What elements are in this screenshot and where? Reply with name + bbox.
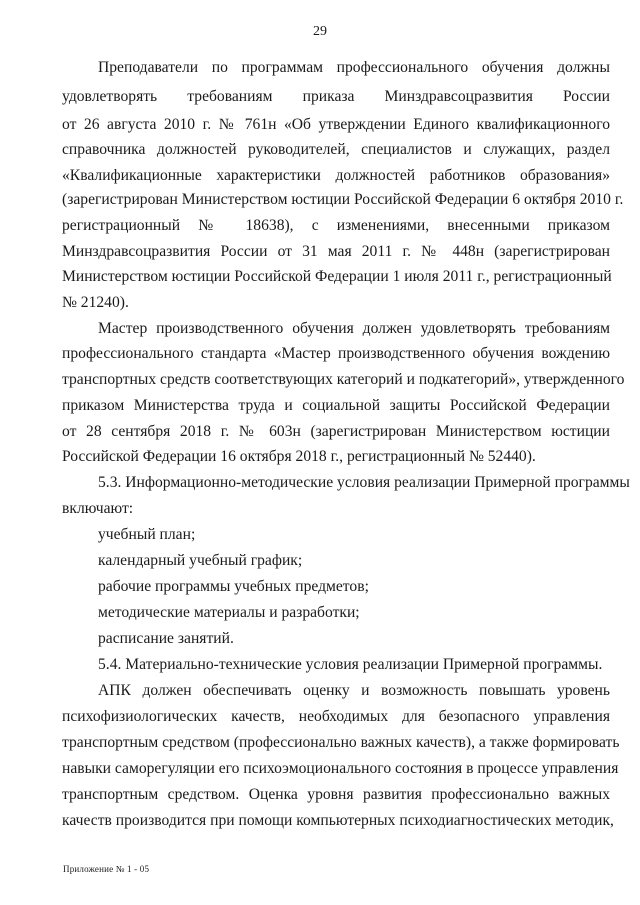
text-line: транспортных средств соответствующих категорий и подкатегорий», утвержденного (62, 371, 625, 388)
text-line: Преподаватели по программам профессионального обучения должны (98, 59, 610, 76)
text-line: удовлетворять требованиям приказа Минздравсоцразвития России (62, 88, 610, 105)
text-line: АПК должен обеспечивать оценку и возможность повышать уровень (98, 682, 610, 699)
text-line: включают: (62, 500, 134, 517)
section-heading: 5.4. Материально-технические условия реализации Примерной программы. (98, 656, 603, 673)
text-line: психофизиологических качеств, необходимых для безопасного управления (62, 708, 610, 725)
text-line: приказом Министерства труда и социальной защиты Российской Федерации (62, 397, 610, 414)
text-line: транспортным средством (профессионально важных качеств), а также формировать (62, 734, 620, 751)
footer-note: Приложение № 1 - 05 (63, 864, 150, 874)
list-item: календарный учебный график; (98, 552, 303, 569)
list-item: учебный план; (98, 526, 196, 543)
page-number: 29 (313, 24, 327, 39)
text-line: (зарегистрирован Министерством юстиции Российской Федерации 6 октября 2010 г. (62, 191, 624, 208)
text-line: Российской Федерации 16 октября 2018 г., регистрационный № 52440). (62, 448, 536, 465)
list-item: расписание занятий. (98, 630, 234, 647)
list-item: рабочие программы учебных предметов; (98, 578, 369, 595)
text-line: качеств производится при помощи компьютерных психодиагностических методик, (62, 812, 614, 829)
list-item: методические материалы и разработки; (98, 604, 360, 621)
text-line: от 28 сентября 2018 г. № 603н (зарегистрирован Министерством юстиции (62, 423, 610, 440)
text-line: Минздравсоцразвития России от 31 мая 2011 г. № 448н (зарегистрирован (62, 243, 610, 260)
text-line: Министерством юстиции Российской Федерации 1 июля 2011 г., регистрационный (62, 268, 612, 285)
text-line: профессионального стандарта «Мастер производственного обучения вождению (62, 345, 610, 362)
text-line: транспортным средством. Оценка уровня развития профессионально важных (62, 786, 610, 803)
text-line: «Квалификационные характеристики должностей работников образования» (62, 167, 610, 184)
text-line: от 26 августа 2010 г. № 761н «Об утверждении Единого квалификационного (62, 116, 610, 133)
text-line: справочника должностей руководителей, специалистов и служащих, раздел (62, 141, 610, 158)
text-line: Мастер производственного обучения должен удовлетворять требованиям (98, 320, 610, 337)
section-heading: 5.3. Информационно-методические условия реализации Примерной программы (98, 474, 630, 491)
text-line: № 21240). (62, 294, 129, 311)
text-line: навыки саморегуляции его психоэмоционального состояния в процессе управления (62, 760, 619, 777)
text-line: регистрационный № 18638), с изменениями, внесенными приказом (62, 217, 610, 234)
